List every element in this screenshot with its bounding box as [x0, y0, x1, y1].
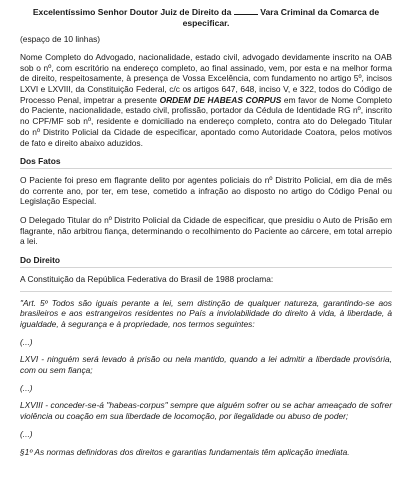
section-heading-direito: Do Direito [20, 255, 392, 268]
paragraph-1-text: §1º As normas definidoras dos direitos e garantias fundamentais têm aplicação imediata. [20, 446, 350, 457]
intro-text-b: em favor de Nome Completo do Paciente, nacionalidade, estado civil, profissão, portador da Cédula de Identidade RG nº, inscrito no CPF/MF sob nº, residente e domiciliado na endereço completo, contra ato do Delegado Titular do nº Distrito Policial da Cidade de especificar, apontado como Autoridade Coatora, pelos motivos de fato e direito abaixo aduzidos. [20, 94, 393, 148]
habeas-corpus-title: ORDEM DE HABEAS CORPUS [159, 94, 282, 105]
document-title [20, 6, 392, 28]
vara-number-blank [234, 6, 258, 15]
art5-text: "Art. 5º Todos são iguais perante a lei, sem distinção de qualquer natureza, garantindo-se aos brasileiros e aos estrangeiros residentes no País a inviolabilidade do direito à vida, à liberdade, à igualdade, à segurança e à propriedade, nos termos seguintes: [20, 297, 392, 329]
ellipsis-2: (...) [20, 382, 33, 393]
section-divider [20, 291, 392, 292]
direito-intro: A Constituição da República Federativa do Brasil de 1988 proclama: [20, 273, 274, 284]
intro-paragraph [20, 52, 392, 148]
fatos-paragraph-1: O Paciente foi preso em flagrante delito por agentes policiais do nº Distrito Policial, em dia de mês do corrente ano, por ter, em tese, cometido a infração ao disposto no artigo do Código Penal ou Legislação Especial. [20, 174, 392, 207]
fatos-paragraph-2: O Delegado Titular do nº Distrito Policial da Cidade de especificar, que presidiu o Auto de Prisão em flagrante, não arbitrou fiança, determinando o recolhimento do Paciente ao cárcere, em total arrepio a lei. [20, 215, 392, 247]
ellipsis-3: (...) [20, 428, 33, 439]
lxviii-text: LXVIII - conceder-se-á "habeas-corpus" sempre que alguém sofrer ou se achar ameaçado de sofrer violência ou coação em sua liberdade de locomoção, por ilegalidade ou abuso de poder; [20, 400, 392, 422]
lxvi-text: LXVI - ninguém será levado à prisão ou nela mantido, quando a lei admitir a liberdade provisória, com ou sem fiança; [20, 354, 392, 376]
intro-text-a: Nome Completo do Advogado, nacionalidade, estado civil, advogado devidamente inscrito na OAB sob o nº, com escritório na endereço completo, ao final assinado, vem, por esta e na melhor forma de direito, respeitosamente, à presença de Vossa Excelência, com fundamento no artigo 5º, incisos LXVI e LXVIII, da Constituição Federal, c/c os artigos 647, 648, inciso V, e 322, todos do Código de Processo Penal, impetrar a presente [20, 51, 392, 105]
title-part-2: Vara Criminal da Comarca de especificar. [182, 7, 380, 28]
ellipsis-1: (...) [20, 336, 33, 347]
spacing-note: (espaço de 10 linhas) [20, 34, 101, 45]
section-heading-fatos: Dos Fatos [20, 156, 392, 169]
title-part-1: Excelentíssimo Senhor Doutor Juiz de Direito da [32, 7, 234, 17]
constitution-quote [20, 298, 392, 458]
